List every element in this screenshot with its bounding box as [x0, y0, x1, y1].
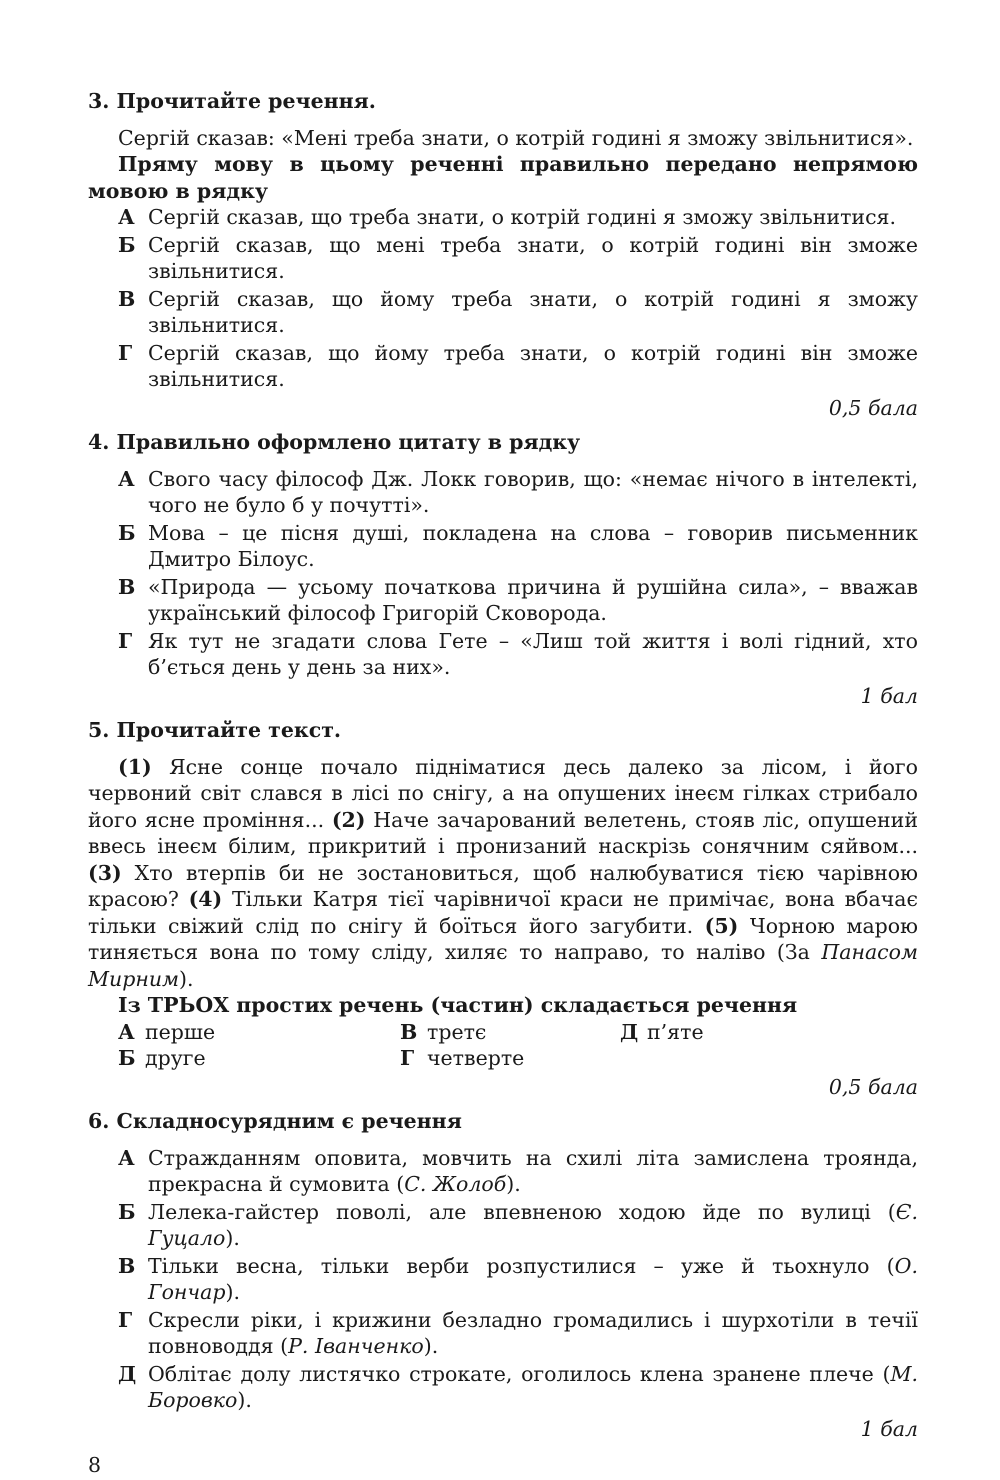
question-6-option-v: В Тільки весна, тільки верби розпустилися – уже й тьохнуло (О. Гончар). — [118, 1253, 918, 1304]
question-3-option-b: Б Сергій сказав, що мені треба знати, о котрій годині він зможе звільнитися. — [118, 232, 918, 283]
question-6-option-d: Д Облітає долу листячко строкате, оголилось клена зранене плече (М. Боровко). — [118, 1361, 918, 1412]
question-4-points: 1 бал — [860, 683, 918, 708]
page-content — [88, 88, 918, 1479]
page-number: 8 — [88, 1453, 102, 1477]
question-3-option-a: А Сергій сказав, що треба знати, о котрій годині я зможу звільнитися. — [118, 205, 896, 229]
question-5-options — [88, 1019, 918, 1072]
question-6-option-a: А Стражданням оповита, мовчить на схилі літа замислена троянда, прекрасна й сумовита (С. Жолоб). — [118, 1145, 918, 1196]
question-5-option-a: А перше — [118, 1019, 216, 1044]
question-4-option-g: Г Як тут не згадати слова Гете – «Лиш той життя і волі гідний, хто б’ється день у день за них». — [118, 628, 918, 679]
question-3 — [88, 88, 918, 421]
question-5-author: Панасом Мирним — [88, 940, 918, 991]
question-6-title: 6. Складносурядним є речення — [88, 1109, 462, 1133]
question-4 — [88, 429, 918, 709]
question-3-sentence: Сергій сказав: «Мені треба знати, о котрій годині я зможу звільнитися». — [118, 125, 914, 150]
question-5-task: Із ТРЬОХ простих речень (частин) складається речення — [118, 993, 798, 1017]
question-4-option-b: Б Мова – це пісня душі, покладена на слова – говорив письменник Дмитро Білоус. — [118, 520, 918, 571]
question-5 — [88, 717, 918, 1100]
question-3-points: 0,5 бала — [828, 395, 918, 420]
question-4-option-v: В «Природа — усьому початкова причина й рушійна сила», – вважав український філософ Григорій Сковорода. — [118, 574, 918, 625]
question-4-title: 4. Правильно оформлено цитату в рядку — [88, 430, 581, 454]
question-4-option-a: А Свого часу філософ Дж. Локк говорив, що: «немає нічого в інтелекті, чого не було б у почутті». — [118, 466, 918, 517]
question-5-option-d: Д п’яте — [620, 1019, 704, 1044]
question-3-task: Пряму мову в цьому реченні правильно передано непрямою мовою в рядку — [88, 152, 918, 203]
question-6-option-b: Б Лелека-гайстер поволі, але впевненою ходою йде по вулиці (Є. Гуцало). — [118, 1199, 918, 1250]
question-5-title: 5. Прочитайте текст. — [88, 718, 342, 742]
question-5-text: (1) Ясне сонце почало підніматися десь далеко за лісом, і його червоний світ слався в лісі по снігу, а на опушених інеєм гілках стрибало його ясне проміння... (2) Наче зачарований велетень, стояв ліс, опушений ввесь інеєм білим, прикритий і пронизаний наскрізь сонячним сяйвом... (3) Хто втерпів би не зостановиться, щоб налюбуватися тією чарівною красою? (4) Тільки Катря тієї чарівничої краси не примічає, вона вбачає тільки свіжий слід по снігу й боїться його загубити. (5) Чорною марою тиняється вона по тому сліду, хиляє то направо, то наліво (За Панасом Мирним). — [88, 754, 918, 991]
question-5-option-v: В третє — [400, 1019, 487, 1044]
question-6-option-g: Г Скресли ріки, і крижини безладно громадились і шурхотіли в течії повноводдя (Р. Іванченко). — [118, 1307, 918, 1358]
question-6 — [88, 1108, 918, 1442]
question-3-option-v: В Сергій сказав, що йому треба знати, о котрій годині я зможу звільнитися. — [118, 286, 918, 337]
question-3-option-g: Г Сергій сказав, що йому треба знати, о котрій годині він зможе звільнитися. — [118, 340, 918, 391]
question-5-option-b: Б друге — [118, 1046, 206, 1070]
question-6-points: 1 бал — [860, 1416, 918, 1441]
question-3-title: 3. Прочитайте речення. — [88, 89, 376, 113]
question-5-option-g: Г четверте — [400, 1046, 525, 1070]
question-5-points: 0,5 бала — [828, 1074, 918, 1099]
